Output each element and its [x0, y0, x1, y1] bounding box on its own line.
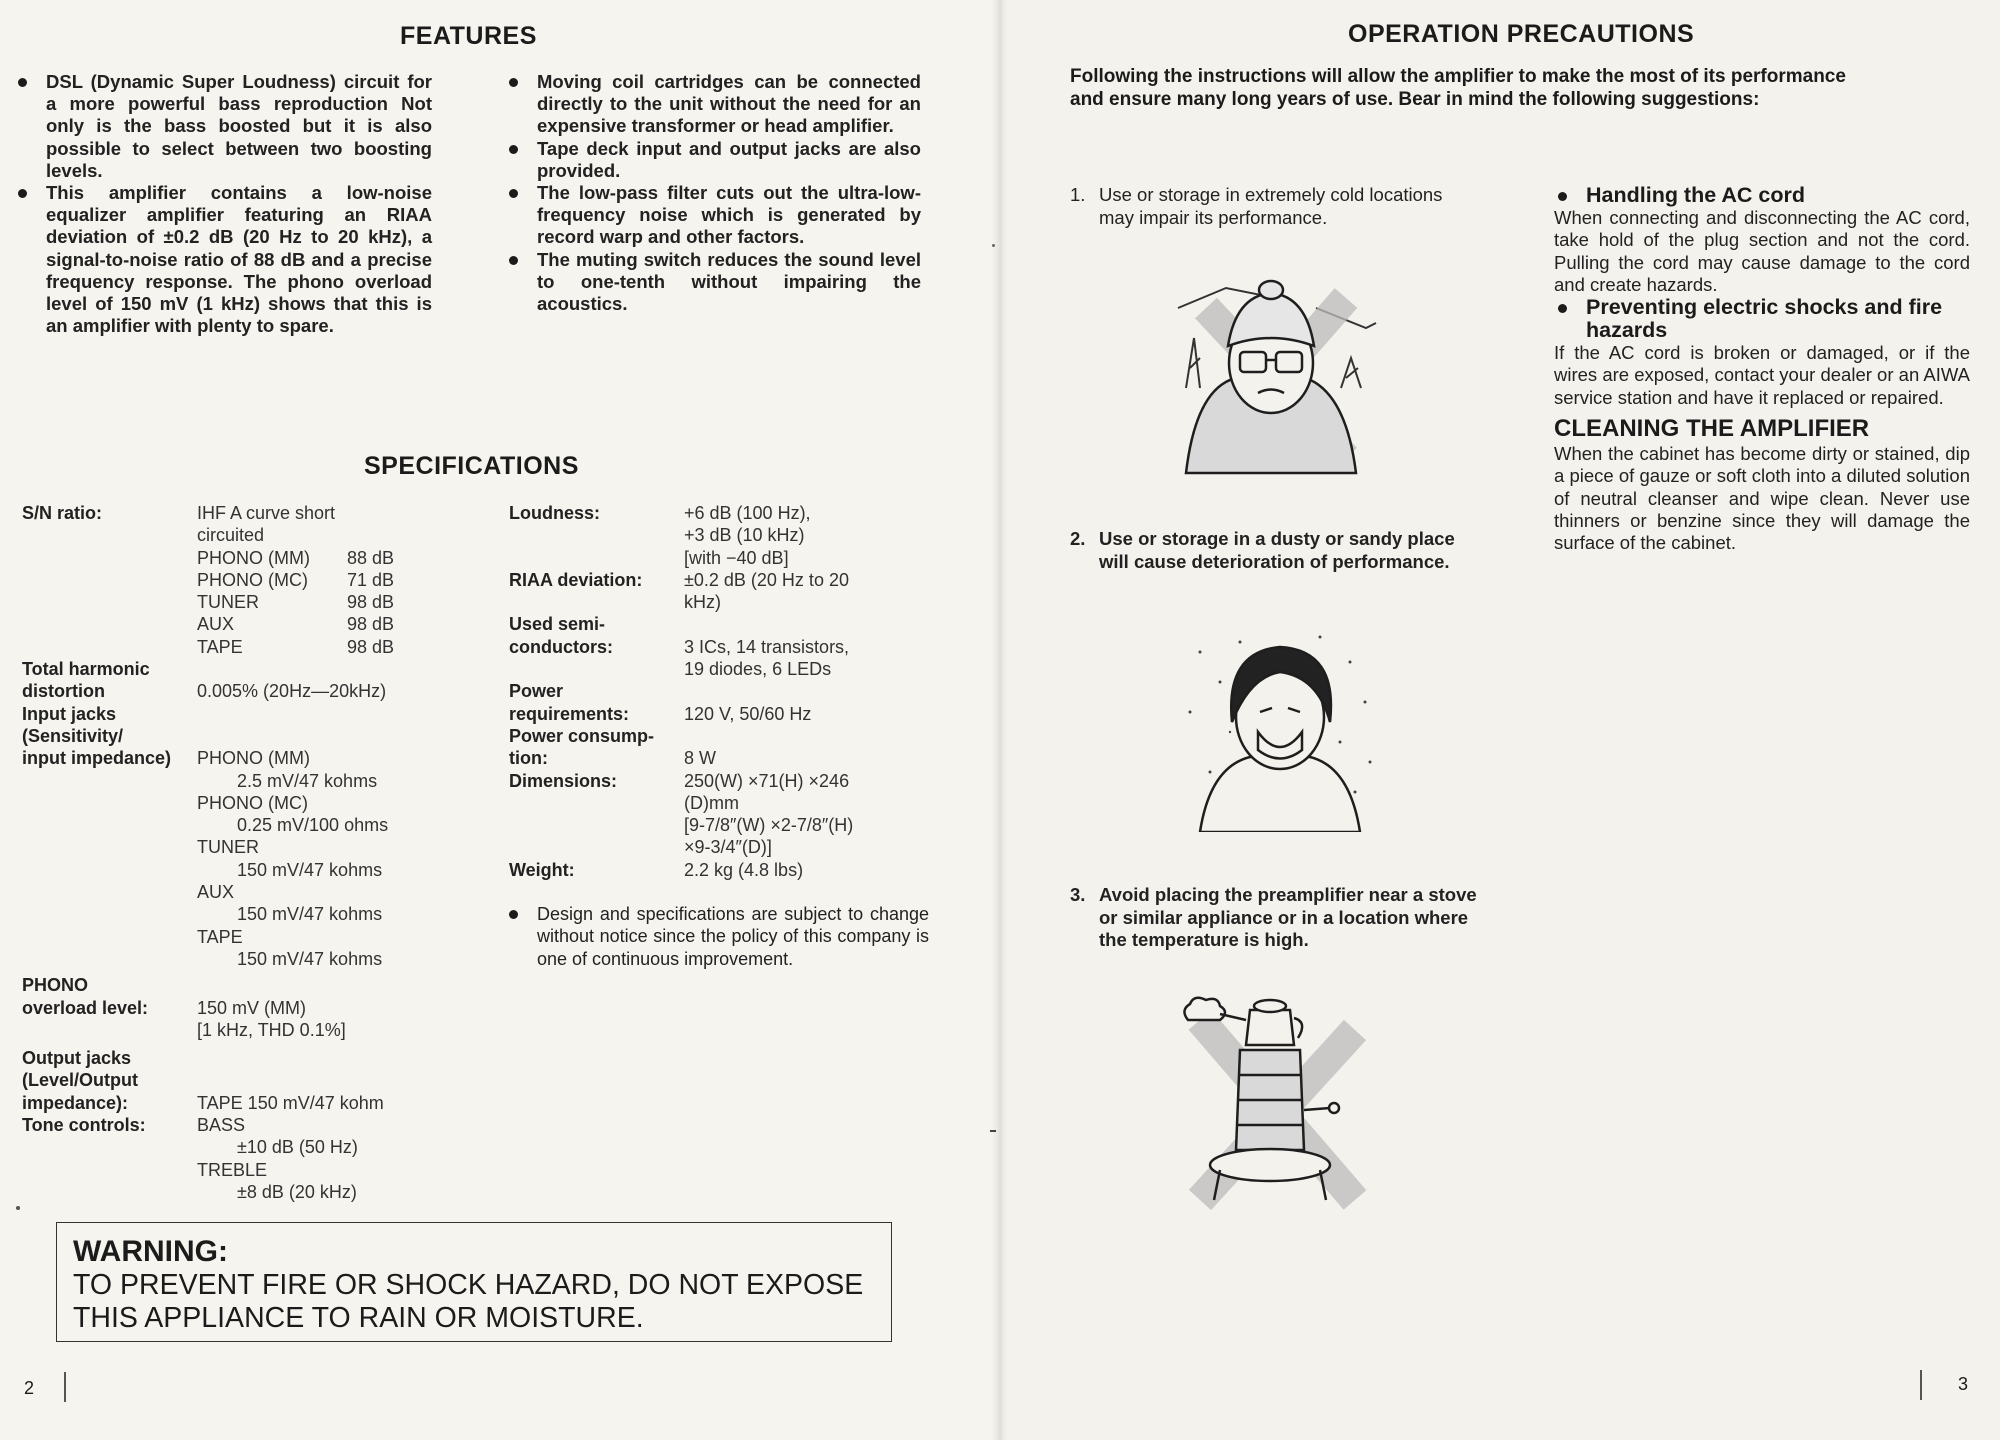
- bullet-icon: [1558, 192, 1567, 201]
- feature-item: Moving coil cartridges can be connected directly to the unit without the need for an expensive transformer or head amplifier.: [509, 71, 921, 138]
- bullet-icon: [509, 910, 518, 919]
- speck: [16, 1206, 20, 1210]
- features-heading: FEATURES: [400, 22, 537, 50]
- shock-text: If the AC cord is broken or damaged, or if the wires are exposed, contact your dealer or an AIWA service station and have it replaced or repaired.: [1554, 342, 1970, 408]
- page-fold: [992, 0, 1008, 1440]
- bullet-icon: [18, 78, 27, 87]
- cold-weather-illustration: [1166, 268, 1378, 478]
- crop-mark: [64, 1372, 66, 1402]
- spec-label: S/N ratio:: [22, 503, 103, 523]
- bullet-icon: [1558, 304, 1567, 313]
- page-number-left: 2: [24, 1378, 35, 1398]
- precaution-item-3: 3. Avoid placing the preamplifier near a stove or similar appliance or in a location where the temperature is high.: [1070, 884, 1477, 950]
- speck: [992, 244, 995, 247]
- bullet-icon: [509, 78, 518, 87]
- cleaning-title: CLEANING THE AMPLIFIER: [1554, 415, 1870, 443]
- ac-cord-title: Handling the AC cord: [1586, 183, 1805, 207]
- page-number-right: 3: [1958, 1374, 1969, 1394]
- precaution-item-2: 2. Use or storage in a dusty or sandy place will cause deterioration of performance.: [1070, 528, 1455, 572]
- crop-mark: [1920, 1370, 1922, 1400]
- warning-box: [56, 1222, 892, 1342]
- shock-title: Preventing electric shocks and fire: [1586, 295, 1943, 320]
- feature-item: DSL (Dynamic Super Loudness) circuit for a more powerful bass reproduction Not only is the bass boosted but it is also possible to select between two boosting levels.: [18, 71, 432, 182]
- precautions-intro: Following the instructions will allow the amplifier to make the most of its performance and ensure many long years of use. Bear in mind the following suggestions:: [1070, 66, 1846, 110]
- precautions-heading: OPERATION PRECAUTIONS: [1348, 20, 1695, 48]
- speck: [990, 1130, 996, 1132]
- precaution-item-1: 1. Use or storage in extremely cold locations may impair its performance.: [1070, 184, 1443, 228]
- features-list-col1: [18, 71, 432, 337]
- stove-illustration: [1180, 990, 1370, 1210]
- bullet-icon: [509, 256, 518, 265]
- specifications-heading: SPECIFICATIONS: [364, 452, 579, 480]
- feature-item: This amplifier contains a low-noise equalizer amplifier featuring an RIAA deviation of ±0.2 dB (20 Hz to 20 kHz), a signal-to-noise ratio of 88 dB and a precise frequency response. The phono overload level of 150 mV (1 kHz) shows that this is an amplifier with plenty to spare.: [18, 182, 432, 337]
- feature-item: The muting switch reduces the sound level to one-tenth without impairing the acoustics.: [509, 249, 921, 316]
- ac-cord-text: When connecting and disconnecting the AC cord, take hold of the plug section and not the cord. Pulling the cord may cause damage to the cord and create hazards.: [1554, 207, 1970, 295]
- feature-item: The low-pass filter cuts out the ultra-low-frequency noise which is generated by record warp and other factors.: [509, 182, 921, 249]
- feature-item: Tape deck input and output jacks are also provided.: [509, 138, 921, 182]
- specs-right-column: Loudness: +6 dB (100 Hz), +3 dB (10 kHz) [with −40 dB] RIAA deviation: ±0.2 dB (20 Hz to 20 kHz) Used semi- conductors: 3 ICs, 14 transistors, 19 diodes, 6 LEDs Power requirements: 120 V, 50/60 Hz Power consump- tion: 8 W Dimensions: 250(W) ×71(H) ×246 (D)mm [9-7/8″(W) ×2-7/8″(H) ×9-3/4″(D)] Weight: 2.2 kg (4.8 lbs) Design and specifications are subject to change without notice since the policy of this company is one of continuous improvement.: [509, 503, 929, 969]
- warning-line: THIS APPLIANCE TO RAIN OR MOISTURE.: [73, 1302, 644, 1334]
- ac-cord-section: Handling the AC cord When connecting and disconnecting the AC cord, take hold of the plug section and not the cord. Pulling the cord may cause damage to the cord and create hazards. Preventing electric shocks and fire hazards If the AC cord is broken or damaged, or if the wires are exposed, contact your dealer or an AIWA service station and have it replaced or repaired. CLEANING THE AMPLIFIER When the cabinet has become dirty or stained, dip a piece of gauze or soft cloth into a diluted solution of neutral cleanser and wipe clean. Never use thinners or benzine since they will damage the surface of the cabinet.: [1554, 183, 1970, 554]
- warning-line: TO PREVENT FIRE OR SHOCK HAZARD, DO NOT EXPOSE: [73, 1269, 864, 1301]
- features-list-col2: [509, 71, 921, 315]
- warning-title: WARNING:: [73, 1235, 228, 1268]
- specs-left-column: S/N ratio: IHF A curve short circuited PHONO (MM) 88 dB PHONO (MC) 71 dB TUNER 98 dB AUX 98 dB TAPE 98 dB Total harmonic distortion 0.005% (20Hz—20kHz) Input jacks (Sensitivity/ input impedance) PHONO (MM) 2.5 mV/47 kohms PHONO (MC) 0.25 mV/100 ohms TUNER 150 mV/47 kohms AUX 150 mV/47 kohms TAPE 150 mV/47 kohms PHONO overload level: 150 mV (MM) [1 kHz, THD 0.1%] Output jacks (Level/Output impedance): TAPE 150 mV/47 kohm Tone controls: BASS ±10 dB (50 Hz) TREBLE ±8 dB (20 kHz): [22, 503, 395, 1202]
- bullet-icon: [509, 145, 518, 154]
- cleaning-text: When the cabinet has become dirty or stained, dip a piece of gauze or soft cloth into a diluted solution of neutral cleanser and wipe clean. Never use thinners or benzine since they will damage the surface of the cabinet.: [1554, 443, 1970, 554]
- bullet-icon: [18, 189, 27, 198]
- dusty-place-illustration: [1180, 622, 1376, 832]
- bullet-icon: [509, 189, 518, 198]
- spec-note: Design and specifications are subject to change without notice since the policy of this company is one of continuous improvement.: [509, 903, 929, 970]
